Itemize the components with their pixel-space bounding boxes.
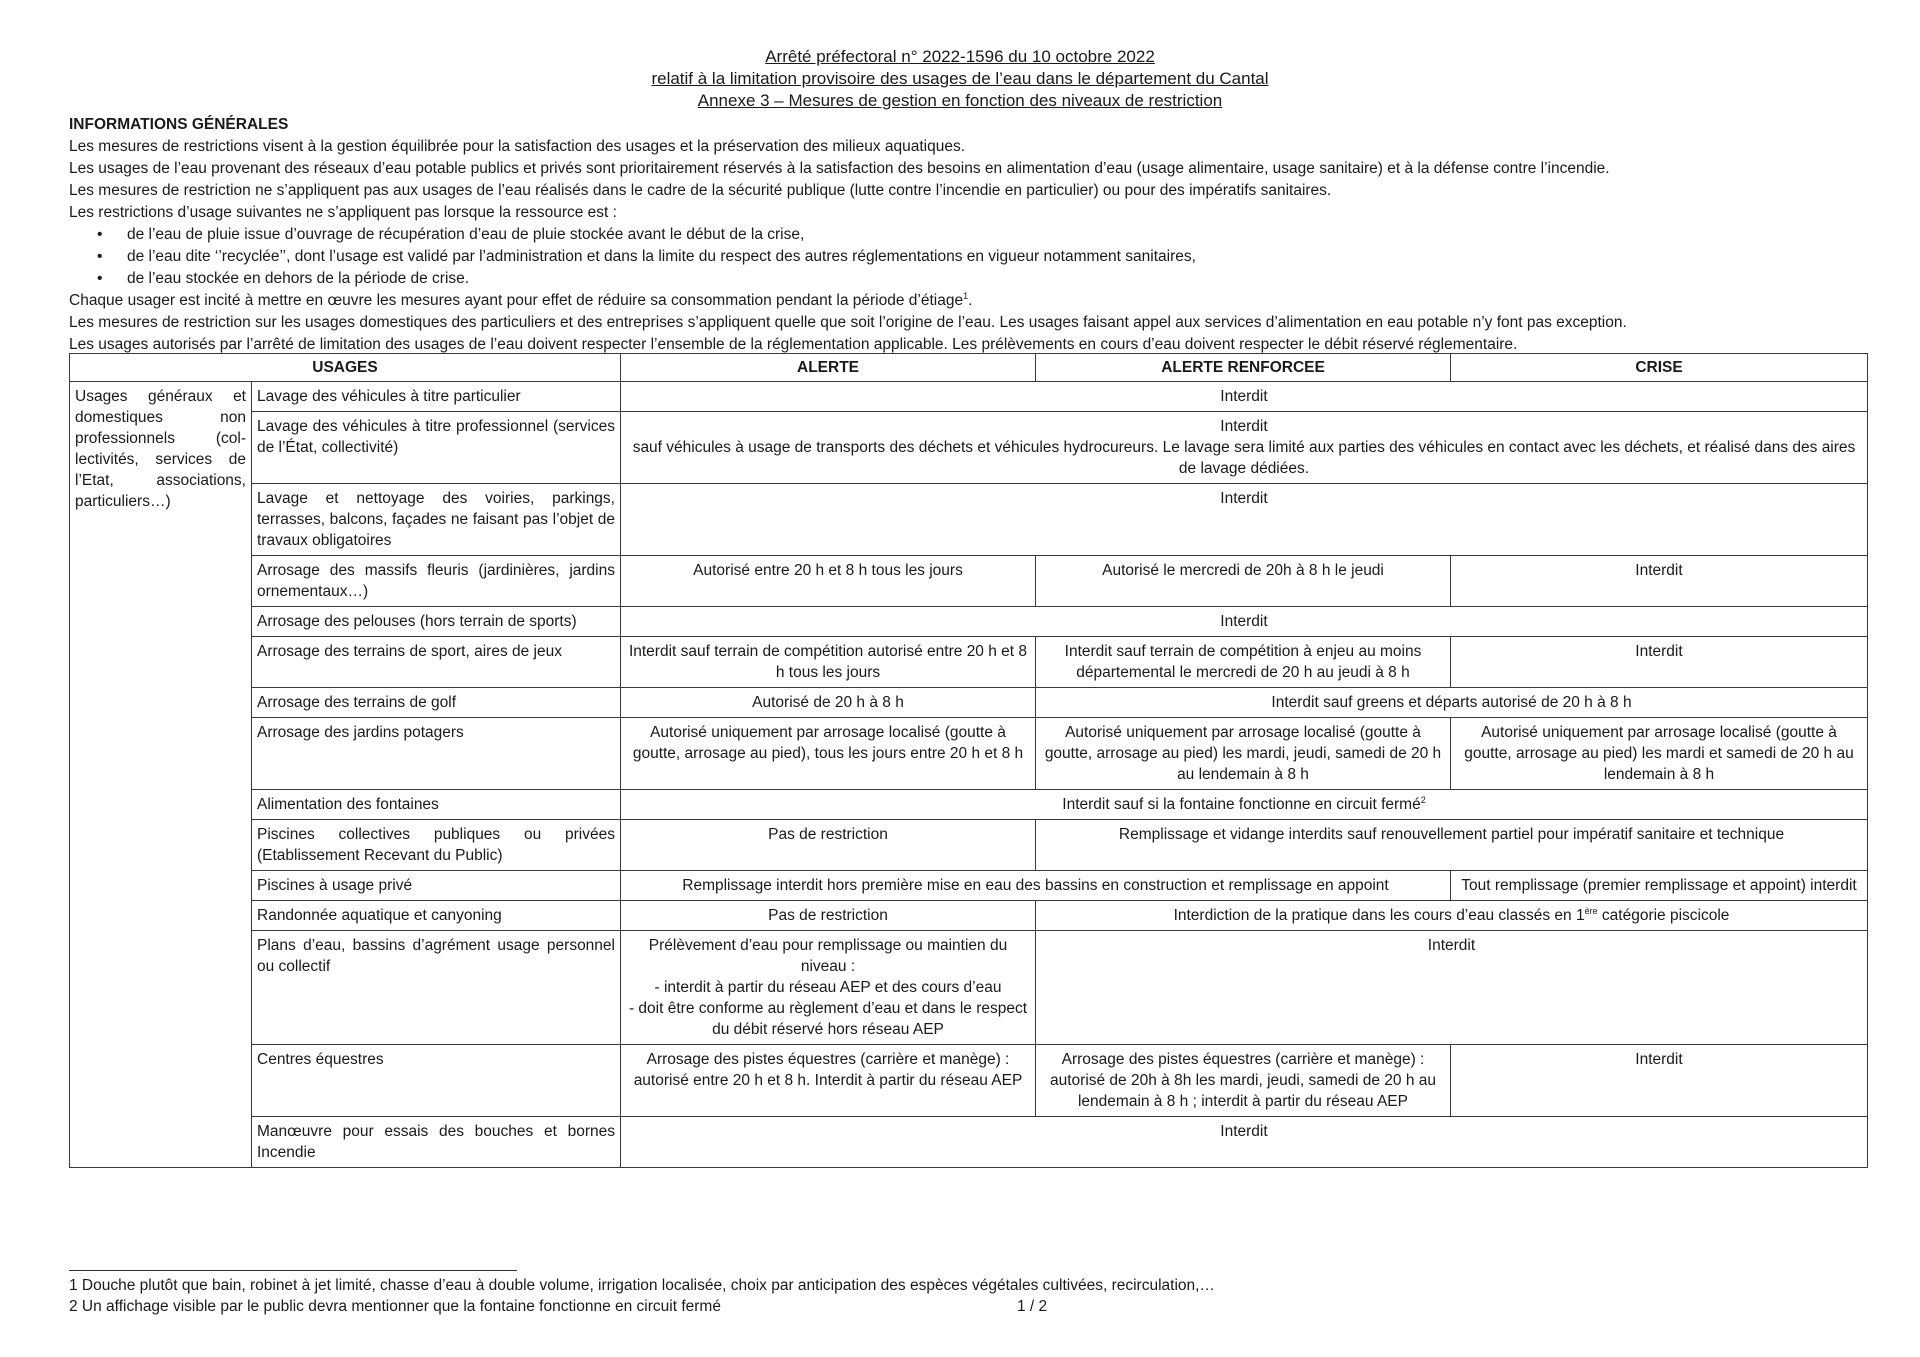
- general-paragraph: Les usages autorisés par l’arrêté de limitation des usages de l’eau doivent respecter l’ensemble de la réglementation applicable. Les prélèvements en cours d’eau doivent respecter le débit réservé réglementaire.: [69, 336, 1518, 353]
- general-information: [69, 114, 1869, 356]
- rule-cell-alerte: Autorisé de 20 h à 8 h: [621, 688, 1036, 718]
- rule-cell: Interdit: [621, 382, 1868, 412]
- usage-cell: Arrosage des pelouses (hors terrain de sports): [252, 607, 621, 637]
- table-row: [70, 1045, 1868, 1117]
- table-row: [70, 484, 1868, 556]
- list-item: • de l’eau dite ‘’recyclée’’, dont l’usage est validé par l’administration et dans la limite du respect des autres réglementations en vigueur notamment sanitaires,: [127, 246, 1869, 268]
- list-item: • de l’eau stockée en dehors de la période de crise.: [127, 268, 1869, 290]
- rule-cell-crise: Interdit: [1451, 556, 1868, 607]
- rule-cell: Interdit: [621, 607, 1868, 637]
- rule-cell-renforcee: Interdit sauf terrain de compétition à enjeu au moins départemental le mercredi de 20 h au jeudi à 8 h: [1036, 637, 1451, 688]
- usage-cell: Manœuvre pour essais des bouches et bornes Incendie: [252, 1117, 621, 1168]
- list-item: • de l’eau de pluie issue d’ouvrage de récupération d’eau de pluie stockée avant le début de la crise,: [127, 224, 1869, 246]
- table-row: [70, 382, 1868, 412]
- rule-cell: Interdit: [621, 1117, 1868, 1168]
- general-paragraph: Chaque usager est incité à mettre en œuvre les mesures ayant pour effet de réduire sa consommation pendant la période d’étiage$^1$.: [69, 290, 973, 309]
- table-row: [70, 556, 1868, 607]
- table-row: [70, 412, 1868, 484]
- rule-cell-crise: Autorisé uniquement par arrosage localisé (goutte à goutte, arrosage au pied) les mardi et samedi de 20 h au lendemain à 8 h: [1451, 718, 1868, 790]
- usage-cell: Arrosage des massifs fleuris (jardinières, jardins ornementaux…): [252, 556, 621, 607]
- rule-cell: Interdit: [621, 484, 1868, 556]
- usage-cell: Centres équestres: [252, 1045, 621, 1117]
- rule-cell-crise: Interdit: [1451, 1045, 1868, 1117]
- usage-cell: Arrosage des jardins potagers: [252, 718, 621, 790]
- table-row: [70, 871, 1868, 901]
- table-row: [70, 637, 1868, 688]
- usage-cell: Randonnée aquatique et canyoning: [252, 901, 621, 931]
- rule-cell-alerte: Pas de restriction: [621, 820, 1036, 871]
- rule-cell-renforcee-crise: Interdit: [1036, 931, 1868, 1045]
- title-line-3: Annexe 3 – Mesures de gestion en fonction des niveaux de restriction: [697, 91, 1223, 110]
- general-paragraph: Les mesures de restriction ne s’appliquent pas aux usages de l’eau réalisés dans le cadre de la sécurité publique (lutte contre l’incendie en particulier) ou pour des impératifs sanitaires.: [69, 182, 1332, 199]
- rule-cell-alerte: Pas de restriction: [621, 901, 1036, 931]
- title-line-1: Arrêté préfectoral n° 2022-1596 du 10 octobre 2022: [765, 47, 1155, 66]
- header-crise: CRISE: [1451, 354, 1868, 382]
- usage-category: Usages généraux et domestiques non professionnels (col-lectivités, services de l’Etat, associations, particuliers…): [70, 382, 252, 1168]
- rule-cell: Interdit sauf véhicules à usage de transports des déchets et véhicules hydrocureurs. Le lavage sera limité aux parties des véhicules en contact avec les déchets, et réalisé dans des aires de lavage dédiées.: [621, 412, 1868, 484]
- header-alerte: ALERTE: [621, 354, 1036, 382]
- general-paragraph: Les mesures de restriction sur les usages domestiques des particuliers et des entreprises s’appliquent quelle que soit l’origine de l’eau. Les usages faisant appel aux services d’alimentation en eau potable n’y font pas exception.: [69, 314, 1627, 331]
- footnote-2: 2 Un affichage visible par le public devra mentionner que la fontaine fonctionne en circuit fermé: [69, 1298, 721, 1315]
- rule-cell-alerte-renforcee: Remplissage interdit hors première mise en eau des bassins en construction et remplissage en appoint: [621, 871, 1451, 901]
- general-paragraph: Les mesures de restrictions visent à la gestion équilibrée pour la satisfaction des usages et la préservation des milieux aquatiques.: [69, 138, 966, 155]
- rule-cell: Interdit sauf si la fontaine fonctionne en circuit fermé$^2$: [621, 790, 1868, 820]
- exemption-list: [69, 224, 1869, 290]
- usage-cell: Piscines à usage privé: [252, 871, 621, 901]
- table-row: [70, 718, 1868, 790]
- rule-cell-renforcee-crise: Interdit sauf greens et départs autorisé de 20 h à 8 h: [1036, 688, 1868, 718]
- usage-cell: Lavage des véhicules à titre particulier: [252, 382, 621, 412]
- footnotes: [69, 1275, 1869, 1317]
- table-row: [70, 607, 1868, 637]
- rule-cell-renforcee-crise: Interdiction de la pratique dans les cours d’eau classés en 1ère catégorie piscicole: [1036, 901, 1868, 931]
- usage-cell: Plans d’eau, bassins d’agrément usage personnel ou collectif: [252, 931, 621, 1045]
- general-heading: INFORMATIONS GÉNÉRALES: [69, 116, 289, 133]
- rule-cell-alerte: Interdit sauf terrain de compétition autorisé entre 20 h et 8 h tous les jours: [621, 637, 1036, 688]
- page-number: 1 / 2: [1017, 1298, 1048, 1315]
- restrictions-table: [69, 353, 1868, 1168]
- header-usages: USAGES: [70, 354, 621, 382]
- header-alerte-renforcee: ALERTE RENFORCEE: [1036, 354, 1451, 382]
- rule-cell-alerte: Prélèvement d’eau pour remplissage ou maintien du niveau : - interdit à partir du réseau AEP et des cours d’eau - doit être conforme au règlement d’eau et dans le respect du débit réservé hors réseau AEP: [621, 931, 1036, 1045]
- usage-cell: Lavage et nettoyage des voiries, parkings, terrasses, balcons, façades ne faisant pas l’objet de travaux obligatoires: [252, 484, 621, 556]
- rule-cell-renforcee: Autorisé le mercredi de 20h à 8 h le jeudi: [1036, 556, 1451, 607]
- usage-cell: Piscines collectives publiques ou privées (Etablissement Recevant du Public): [252, 820, 621, 871]
- usage-cell: Arrosage des terrains de golf: [252, 688, 621, 718]
- table-row: [70, 931, 1868, 1045]
- table-header-row: [70, 354, 1868, 382]
- rule-cell-alerte: Autorisé uniquement par arrosage localisé (goutte à goutte, arrosage au pied), tous les jours entre 20 h et 8 h: [621, 718, 1036, 790]
- general-paragraph: Les restrictions d’usage suivantes ne s’appliquent pas lorsque la ressource est :: [69, 204, 617, 221]
- document-title: [0, 46, 1920, 112]
- table-row: [70, 901, 1868, 931]
- rule-cell-alerte: Arrosage des pistes équestres (carrière et manège) : autorisé entre 20 h et 8 h. Interdit à partir du réseau AEP: [621, 1045, 1036, 1117]
- rule-cell-crise: Tout remplissage (premier remplissage et appoint) interdit: [1451, 871, 1868, 901]
- footnote-ref: 2: [1420, 794, 1426, 805]
- usage-cell: Lavage des véhicules à titre professionnel (services de l’État, collectivité): [252, 412, 621, 484]
- footnote-ref: 1: [963, 290, 969, 301]
- rule-cell-crise: Interdit: [1451, 637, 1868, 688]
- rule-cell-renforcee: Arrosage des pistes équestres (carrière et manège) : autorisé de 20h à 8h les mardi, jeudi, samedi de 20 h au lendemain à 8 h ; interdit à partir du réseau AEP: [1036, 1045, 1451, 1117]
- rule-cell-renforcee: Autorisé uniquement par arrosage localisé (goutte à goutte, arrosage au pied) les mardi, jeudi, samedi de 20 h au lendemain à 8 h: [1036, 718, 1451, 790]
- rule-cell-renforcee-crise: Remplissage et vidange interdits sauf renouvellement partiel pour impératif sanitaire et technique: [1036, 820, 1868, 871]
- table-row: [70, 820, 1868, 871]
- general-paragraph: Les usages de l’eau provenant des réseaux d’eau potable publics et privés sont prioritairement réservés à la satisfaction des besoins en alimentation d’eau (usage alimentaire, usage sanitaire) et à la défense contre l’incendie.: [69, 160, 1610, 177]
- table-row: [70, 688, 1868, 718]
- table-row: [70, 790, 1868, 820]
- usage-cell: Arrosage des terrains de sport, aires de jeux: [252, 637, 621, 688]
- rule-cell-alerte: Autorisé entre 20 h et 8 h tous les jours: [621, 556, 1036, 607]
- footnote-divider: [69, 1270, 517, 1271]
- footnote-1: 1 Douche plutôt que bain, robinet à jet limité, chasse d’eau à double volume, irrigation localisée, choix par anticipation des espèces végétales cultivées, recirculation,…: [69, 1277, 1215, 1294]
- title-line-2: relatif à la limitation provisoire des usages de l’eau dans le département du Cantal: [651, 69, 1269, 88]
- table-row: [70, 1117, 1868, 1168]
- usage-cell: Alimentation des fontaines: [252, 790, 621, 820]
